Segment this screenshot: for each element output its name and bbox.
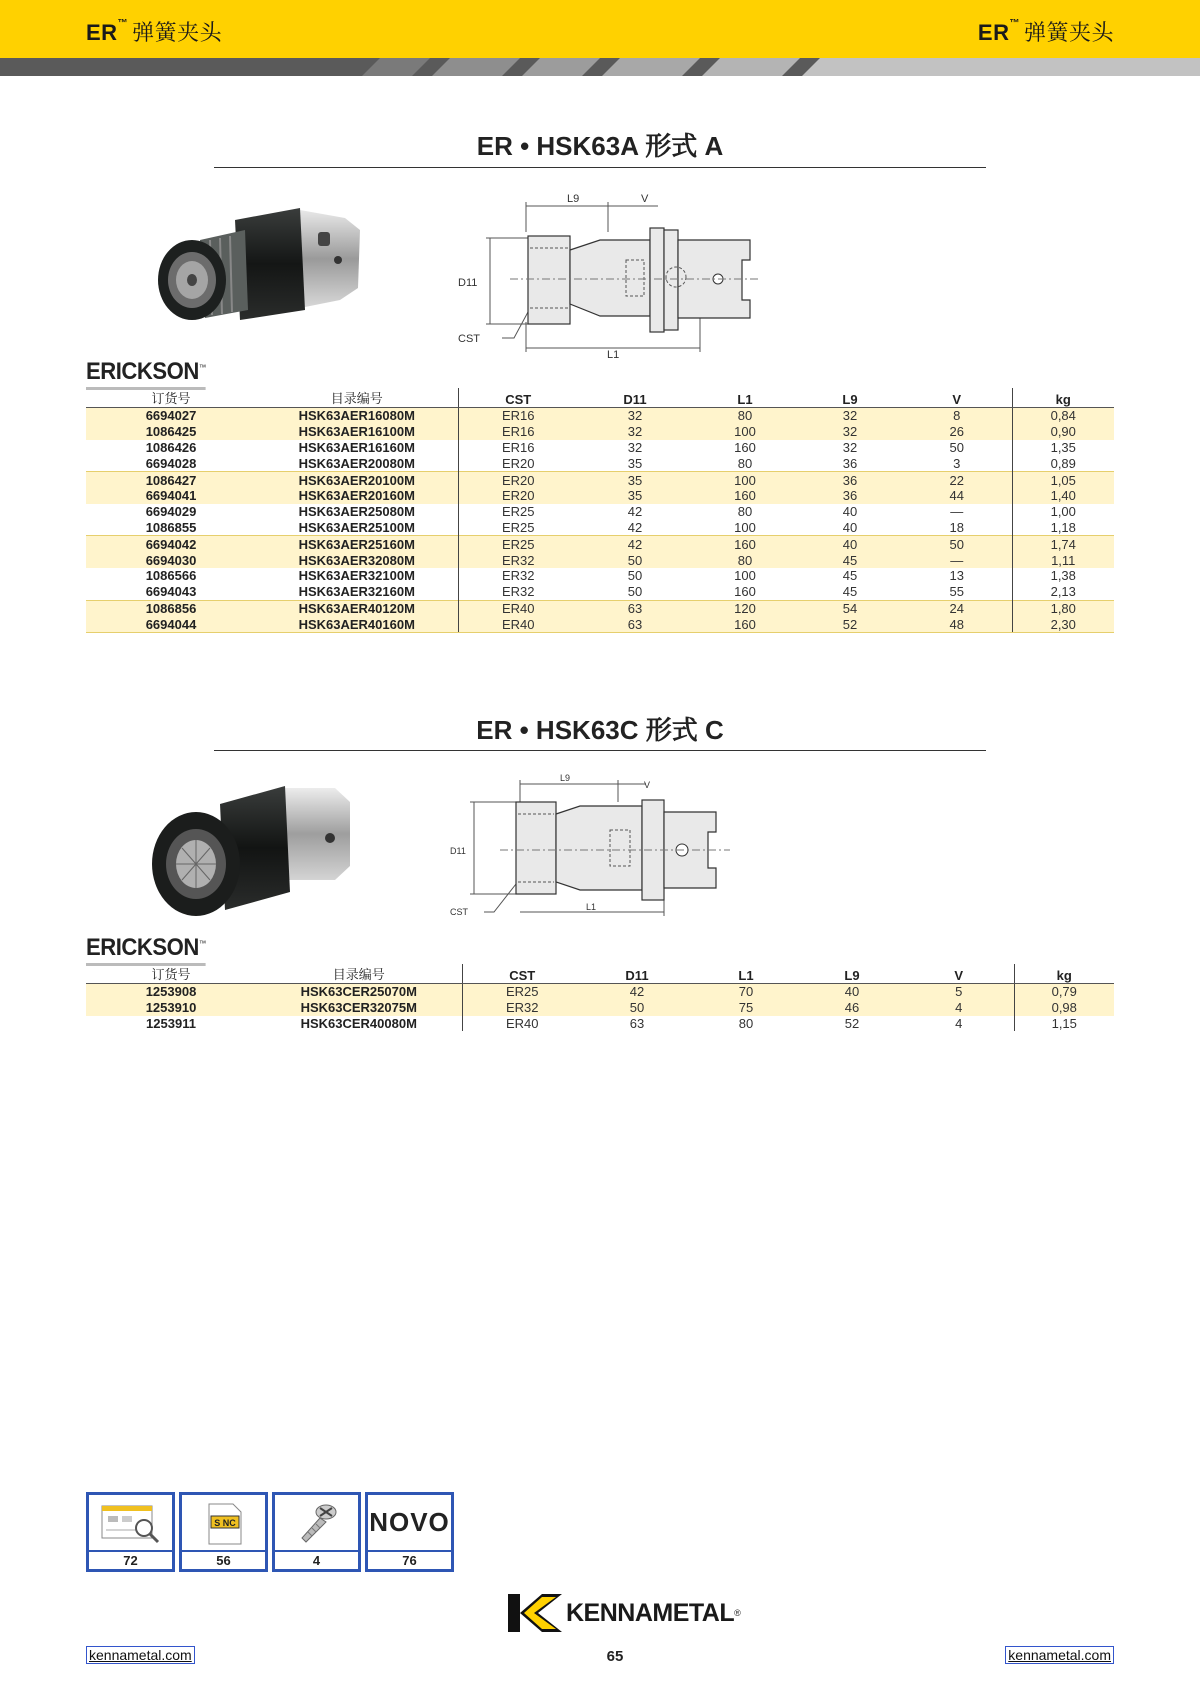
cell-v: 50 xyxy=(949,439,964,455)
table-row xyxy=(86,552,1114,568)
cell-d11: 42 xyxy=(582,984,692,1000)
footer-link-left[interactable]: kennametal.com xyxy=(86,1646,195,1664)
table-row xyxy=(86,455,1114,471)
section-c-technical-drawing xyxy=(450,772,740,922)
table-header-row xyxy=(86,388,1114,408)
cell-l9: 32 xyxy=(798,408,902,424)
cell-d11: 32 xyxy=(578,424,692,440)
cell-l9: 40 xyxy=(800,984,904,1000)
cell-catalog-no: HSK63CER25070M xyxy=(256,984,462,1000)
cell-l9: 40 xyxy=(842,504,858,520)
cell-order-no: 1253910 xyxy=(86,1000,256,1016)
cell-order-no: 6694028 xyxy=(145,455,197,471)
novo-icon: NOVO xyxy=(369,1507,450,1537)
cell-l1: 70 xyxy=(692,984,800,1000)
cell-d11: 63 xyxy=(629,1015,645,1031)
cell-catalog-no: HSK63AER20080M xyxy=(298,455,415,471)
cell-v: 5 xyxy=(904,984,1014,1000)
cell-v: — xyxy=(950,504,964,520)
label-l1-c: L1 xyxy=(586,902,597,912)
cell-cst: ER16 xyxy=(458,440,578,456)
cell-l9: 32 xyxy=(842,439,858,455)
cell-cst: ER32 xyxy=(458,584,578,600)
cell-l1: 160 xyxy=(734,439,756,455)
header-stripe xyxy=(0,58,1200,76)
cell-order-no: 6694043 xyxy=(145,584,197,600)
table-row xyxy=(86,568,1114,584)
cell-cst: ER20 xyxy=(458,455,578,471)
col-cst: CST xyxy=(458,388,578,408)
cell-d11: 35 xyxy=(627,455,643,471)
cell-catalog-no: HSK63AER40160M xyxy=(256,616,458,632)
erickson-brand-a: ERICKSON™ xyxy=(86,358,206,390)
cell-l1: 80 xyxy=(692,552,798,568)
cell-catalog-no: HSK63AER20160M xyxy=(256,488,458,504)
cell-v: — xyxy=(902,552,1012,568)
cell-l1: 100 xyxy=(692,424,798,440)
cell-v: 24 xyxy=(902,600,1012,616)
section-a-technical-drawing xyxy=(450,192,770,368)
cell-d11: 42 xyxy=(578,536,692,552)
section-a-title: ER • HSK63A 形式 A xyxy=(476,131,724,161)
cell-l9: 45 xyxy=(842,568,858,584)
cell-kg: 2,13 xyxy=(1012,584,1114,600)
table-row xyxy=(86,488,1114,504)
icon-box-catalog[interactable] xyxy=(86,1492,175,1572)
cell-v: 44 xyxy=(902,488,1012,504)
cell-kg: 1,05 xyxy=(1012,472,1114,488)
cell-catalog-no: HSK63CER32075M xyxy=(256,1000,462,1016)
cell-d11: 42 xyxy=(627,519,643,535)
cell-d11: 35 xyxy=(578,472,692,488)
cell-order-no: 1253908 xyxy=(86,984,256,1000)
table-row xyxy=(86,616,1114,632)
cell-d11: 50 xyxy=(627,584,643,600)
cell-cst: ER40 xyxy=(458,616,578,632)
cell-cst: ER25 xyxy=(458,536,578,552)
header-title-left: ER™ 弹簧夹头 xyxy=(86,18,223,45)
page-header xyxy=(0,0,1200,58)
table-row xyxy=(86,472,1114,488)
cell-kg: 0,79 xyxy=(1014,984,1114,1000)
icon-page-catalog: 72 xyxy=(89,1550,172,1569)
col-order-no: 订货号 xyxy=(86,388,256,408)
cell-l1: 160 xyxy=(692,536,798,552)
cell-kg: 1,00 xyxy=(1012,504,1114,520)
table-row xyxy=(86,600,1114,616)
col-d11: D11 xyxy=(582,964,692,984)
cell-d11: 32 xyxy=(627,439,643,455)
section-c-product-photo xyxy=(150,776,370,936)
col-catalog-no: 目录编号 xyxy=(256,388,458,408)
cell-l9: 52 xyxy=(844,1015,860,1031)
snc-icon xyxy=(199,1500,249,1546)
cell-kg: 1,80 xyxy=(1012,600,1114,616)
cell-d11: 63 xyxy=(578,616,692,632)
cell-l9: 45 xyxy=(798,552,902,568)
col-order-no: 订货号 xyxy=(86,964,256,984)
page-number: 65 xyxy=(606,1648,624,1665)
section-a-rows xyxy=(86,408,1114,633)
col-kg: kg xyxy=(1014,964,1114,984)
cell-catalog-no: HSK63AER16100M xyxy=(256,424,458,440)
cell-order-no: 1086856 xyxy=(86,600,256,616)
section-c-rule xyxy=(214,750,986,751)
cell-cst: ER20 xyxy=(458,488,578,504)
label-l9-c: L9 xyxy=(560,773,571,783)
cell-cst: ER16 xyxy=(458,408,578,424)
footer-link-right[interactable]: kennametal.com xyxy=(1005,1646,1114,1664)
icon-page-snc: 56 xyxy=(182,1550,265,1569)
cell-v: 13 xyxy=(949,568,964,584)
cell-kg: 1,35 xyxy=(1012,440,1114,456)
cell-l9: 40 xyxy=(842,519,858,535)
cell-l1: 160 xyxy=(692,616,798,632)
erickson-brand-c: ERICKSON™ xyxy=(86,934,206,966)
label-v-c: V xyxy=(644,780,651,790)
cell-kg: 1,74 xyxy=(1012,536,1114,552)
label-d11: D11 xyxy=(458,277,478,289)
label-v: V xyxy=(641,193,649,205)
cell-v: 26 xyxy=(902,424,1012,440)
cell-v: 3 xyxy=(953,455,961,471)
cell-cst: ER25 xyxy=(458,504,578,520)
cell-v: 4 xyxy=(904,1000,1014,1016)
table-row xyxy=(86,1000,1114,1016)
col-l9: L9 xyxy=(800,964,904,984)
cell-order-no: 1086855 xyxy=(145,519,197,535)
cell-order-no: 6694027 xyxy=(86,408,256,424)
section-a-spec-table xyxy=(86,388,1114,633)
cell-l1: 80 xyxy=(738,1015,754,1031)
cell-order-no: 6694030 xyxy=(86,552,256,568)
table-row xyxy=(86,1016,1114,1032)
header-title-right: ER™ 弹簧夹头 xyxy=(977,18,1114,45)
label-cst-c: CST xyxy=(450,907,468,917)
cell-l1: 160 xyxy=(734,584,756,600)
cell-l9: 40 xyxy=(798,536,902,552)
cell-v: 8 xyxy=(902,408,1012,424)
cell-order-no: 6694042 xyxy=(86,536,256,552)
table-row xyxy=(86,984,1114,1000)
cell-catalog-no: HSK63AER32080M xyxy=(256,552,458,568)
cell-l1: 160 xyxy=(692,488,798,504)
screw-icon xyxy=(292,1500,342,1546)
cell-v: 50 xyxy=(902,536,1012,552)
cell-l9: 52 xyxy=(798,616,902,632)
cell-kg: 1,40 xyxy=(1012,488,1114,504)
cell-kg: 1,15 xyxy=(1014,1016,1114,1032)
cell-catalog-no: HSK63AER16160M xyxy=(298,439,415,455)
cell-cst: ER40 xyxy=(462,1016,582,1032)
cell-v: 4 xyxy=(955,1015,963,1031)
label-l9: L9 xyxy=(567,193,580,205)
table-header-row xyxy=(86,964,1114,984)
cell-l9: 54 xyxy=(798,600,902,616)
cell-l9: 32 xyxy=(798,424,902,440)
cell-l1: 100 xyxy=(734,519,756,535)
cell-d11: 35 xyxy=(578,488,692,504)
cell-d11: 32 xyxy=(578,408,692,424)
cell-cst: ER25 xyxy=(462,984,582,1000)
cell-catalog-no: HSK63AER25100M xyxy=(298,519,415,535)
cell-catalog-no: HSK63AER40120M xyxy=(256,600,458,616)
cell-kg: 0,89 xyxy=(1012,455,1114,471)
kennametal-k-icon xyxy=(508,1594,564,1632)
cell-kg: 0,98 xyxy=(1014,1000,1114,1016)
cell-cst: ER16 xyxy=(458,424,578,440)
cell-l1: 100 xyxy=(734,568,756,584)
catalog-reference-icon xyxy=(98,1500,164,1546)
cell-d11: 50 xyxy=(627,568,643,584)
cell-l9: 36 xyxy=(842,455,858,471)
cell-l9: 45 xyxy=(842,584,858,600)
cell-catalog-no: HSK63AER25160M xyxy=(256,536,458,552)
table-row xyxy=(86,408,1114,424)
table-row xyxy=(86,424,1114,440)
section-c-title: ER • HSK63C 形式 C xyxy=(476,715,724,745)
cell-l1: 80 xyxy=(737,504,753,520)
cell-l9: 46 xyxy=(800,1000,904,1016)
table-row xyxy=(86,520,1114,536)
cell-catalog-no: HSK63CER40080M xyxy=(300,1015,417,1031)
cell-catalog-no: HSK63AER25080M xyxy=(298,504,415,520)
cell-l9: 36 xyxy=(798,472,902,488)
cell-order-no: 1253911 xyxy=(146,1015,196,1031)
cell-d11: 63 xyxy=(578,600,692,616)
col-l1: L1 xyxy=(692,964,800,984)
col-v: V xyxy=(904,964,1014,984)
cell-kg: 1,18 xyxy=(1012,520,1114,536)
cell-cst: ER40 xyxy=(458,600,578,616)
cell-order-no: 6694029 xyxy=(145,504,197,520)
label-d11-c: D11 xyxy=(450,846,466,856)
cell-catalog-no: HSK63AER16080M xyxy=(256,408,458,424)
cell-d11: 42 xyxy=(627,504,643,520)
cell-kg: 0,84 xyxy=(1012,408,1114,424)
cell-order-no: 6694044 xyxy=(86,616,256,632)
table-row xyxy=(86,440,1114,456)
cell-order-no: 1086566 xyxy=(145,568,197,584)
cell-order-no: 1086427 xyxy=(86,472,256,488)
label-cst: CST xyxy=(458,333,480,345)
reference-icons xyxy=(86,1492,458,1572)
cell-l1: 75 xyxy=(692,1000,800,1016)
cell-order-no: 1086426 xyxy=(145,439,197,455)
cell-cst: ER32 xyxy=(458,552,578,568)
cell-l1: 80 xyxy=(737,455,753,471)
icon-page-novo: 76 xyxy=(368,1550,451,1569)
cell-catalog-no: HSK63AER32160M xyxy=(298,584,415,600)
cell-kg: 1,11 xyxy=(1012,552,1114,568)
svg-text:S NC: S NC xyxy=(213,1517,236,1528)
table-row xyxy=(86,504,1114,520)
section-c-spec-table xyxy=(86,964,1114,1031)
cell-v: 48 xyxy=(902,616,1012,632)
cell-kg: 0,90 xyxy=(1012,424,1114,440)
cell-cst: ER32 xyxy=(458,568,578,584)
cell-cst: ER25 xyxy=(458,520,578,536)
cell-l1: 80 xyxy=(692,408,798,424)
col-cst: CST xyxy=(462,964,582,984)
table-row xyxy=(86,536,1114,552)
section-c-rows xyxy=(86,984,1114,1032)
cell-catalog-no: HSK63AER32100M xyxy=(298,568,415,584)
cell-cst: ER32 xyxy=(462,1000,582,1016)
section-a-product-photo xyxy=(150,200,370,340)
table-row xyxy=(86,584,1114,600)
cell-v: 55 xyxy=(949,584,964,600)
label-l1: L1 xyxy=(607,349,620,361)
col-kg: kg xyxy=(1012,388,1114,408)
cell-v: 22 xyxy=(902,472,1012,488)
cell-l1: 100 xyxy=(692,472,798,488)
icon-box-screw[interactable] xyxy=(272,1492,361,1572)
icon-box-snc[interactable] xyxy=(179,1492,268,1572)
col-catalog-no: 目录编号 xyxy=(256,964,462,984)
icon-page-screw: 4 xyxy=(275,1550,358,1569)
cell-order-no: 1086425 xyxy=(86,424,256,440)
col-v: V xyxy=(902,388,1012,408)
icon-box-novo[interactable] xyxy=(365,1492,454,1572)
col-d11: D11 xyxy=(578,388,692,408)
col-l1: L1 xyxy=(692,388,798,408)
cell-catalog-no: HSK63AER20100M xyxy=(256,472,458,488)
kennametal-logo: KENNAMETAL ® xyxy=(508,1594,741,1632)
cell-kg: 2,30 xyxy=(1012,616,1114,632)
cell-kg: 1,38 xyxy=(1012,568,1114,584)
cell-d11: 50 xyxy=(578,552,692,568)
cell-cst: ER20 xyxy=(458,472,578,488)
col-l9: L9 xyxy=(798,388,902,408)
cell-order-no: 6694041 xyxy=(86,488,256,504)
cell-v: 18 xyxy=(949,519,964,535)
cell-l1: 120 xyxy=(692,600,798,616)
cell-l9: 36 xyxy=(798,488,902,504)
section-a-rule xyxy=(214,167,986,168)
cell-d11: 50 xyxy=(582,1000,692,1016)
